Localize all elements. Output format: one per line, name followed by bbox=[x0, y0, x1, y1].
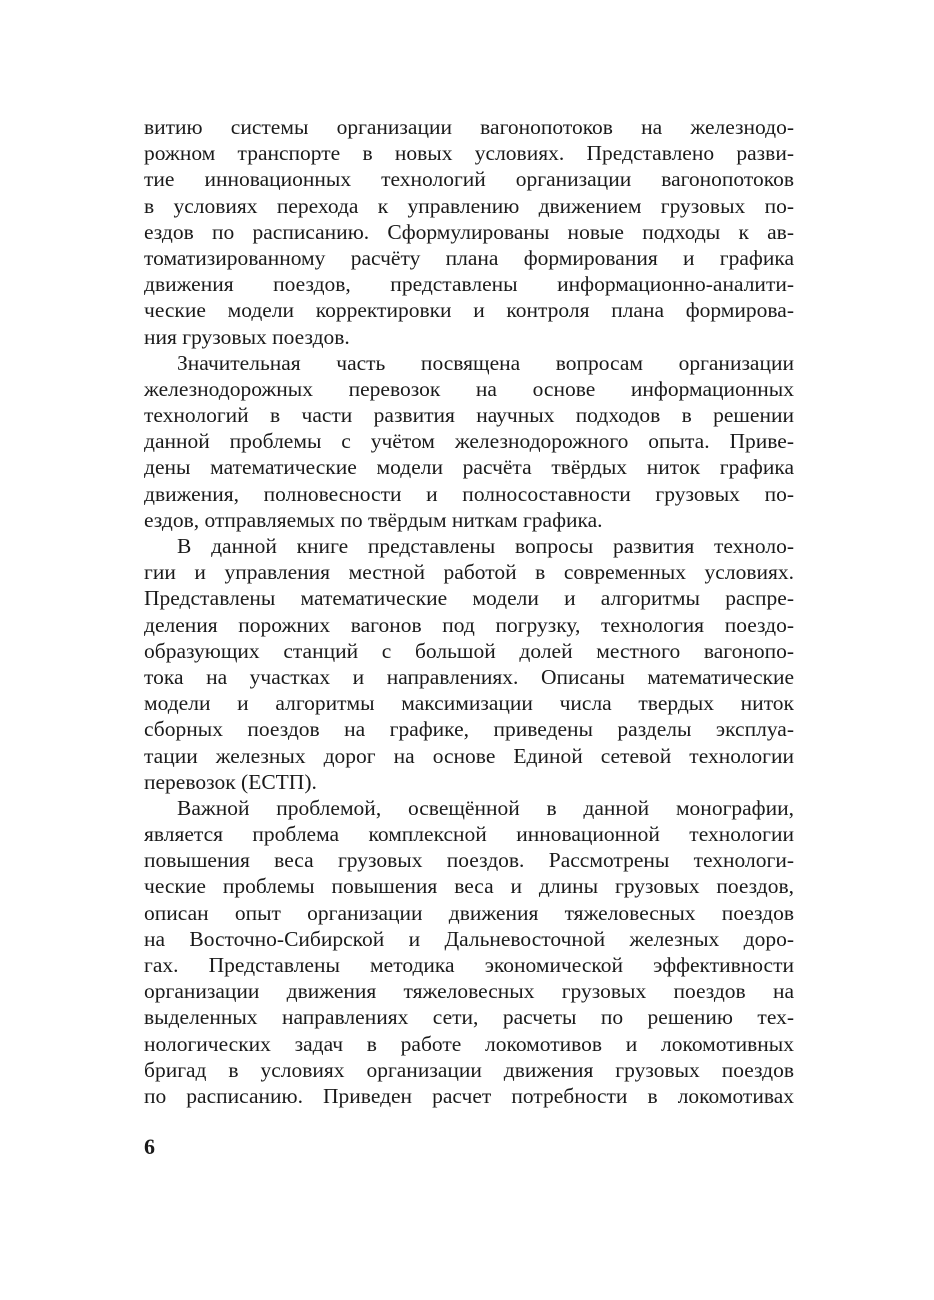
text-line: повышения веса грузовых поездов. Рассмотрены технологи- bbox=[144, 848, 794, 873]
text-line: В данной книге представлены вопросы развития техноло- bbox=[177, 534, 794, 558]
page-body bbox=[144, 114, 794, 1109]
text-line: образующих станций с большой долей местного вагонопо- bbox=[144, 638, 794, 663]
text-line: является проблема комплексной инновационной технологии bbox=[144, 822, 794, 847]
text-line: в условиях перехода к управлению движением грузовых по- bbox=[144, 193, 794, 218]
text-line: движения поездов, представлены информационно-аналити- bbox=[144, 272, 794, 297]
text-line: железнодорожных перевозок на основе информационных bbox=[144, 376, 794, 401]
text-line: описан опыт организации движения тяжеловесных поездов bbox=[144, 900, 794, 925]
text-line: рожном транспорте в новых условиях. Представлено разви- bbox=[144, 141, 794, 166]
text-line: на Восточно-Сибирской и Дальневосточной железных доро- bbox=[144, 926, 794, 951]
text-line: гах. Представлены методика экономической эффективности bbox=[144, 953, 794, 977]
text-line: витию системы организации вагонопотоков на железнодо- bbox=[144, 115, 794, 139]
text-line: тации железных дорог на основе Единой сетевой технологии bbox=[144, 743, 794, 768]
text-line: Значительная часть посвящена вопросам организации bbox=[177, 350, 794, 375]
paragraph bbox=[144, 795, 794, 1109]
text-line: технологий в части развития научных подходов в решении bbox=[144, 403, 794, 428]
text-line: дены математические модели расчёта твёрдых ниток графика bbox=[144, 455, 794, 480]
text-line: ческие модели корректировки и контроля плана формирова- bbox=[144, 298, 794, 323]
text-line: движения, полновесности и полносоставности грузовых по- bbox=[144, 481, 794, 506]
text-line: выделенных направлениях сети, расчеты по решению тех- bbox=[144, 1005, 794, 1030]
text-line: томатизированному расчёту плана формирования и графика bbox=[144, 245, 794, 270]
text-line: данной проблемы с учётом железнодорожного опыта. Приве- bbox=[144, 429, 794, 454]
text-line: ездов, отправляемых по твёрдым ниткам графика. bbox=[144, 507, 603, 532]
text-line: деления порожних вагонов под погрузку, технология поездо- bbox=[144, 612, 794, 637]
text-line: по расписанию. Приведен расчет потребности в локомотивах bbox=[144, 1083, 794, 1108]
text-line: организации движения тяжеловесных грузовых поездов на bbox=[144, 979, 794, 1004]
text-line: бригад в условиях организации движения грузовых поездов bbox=[144, 1057, 794, 1082]
paragraph bbox=[144, 533, 794, 795]
text-line: тока на участках и направлениях. Описаны математические bbox=[144, 664, 794, 689]
paragraph bbox=[144, 350, 794, 533]
text-line: тие инновационных технологий организации вагонопотоков bbox=[144, 167, 794, 192]
text-line: Важной проблемой, освещённой в данной монографии, bbox=[177, 795, 794, 820]
text-line: модели и алгоритмы максимизации числа твердых ниток bbox=[144, 691, 794, 716]
text-line: ния грузовых поездов. bbox=[144, 324, 350, 349]
text-line: нологических задач в работе локомотивов и локомотивных bbox=[144, 1031, 794, 1056]
text-line: Представлены математические модели и алгоритмы распре- bbox=[144, 586, 794, 611]
text-line: ческие проблемы повышения веса и длины грузовых поездов, bbox=[144, 874, 794, 899]
text-line: перевозок (ЕСТП). bbox=[144, 769, 317, 794]
text-line: сборных поездов на графике, приведены разделы эксплуа- bbox=[144, 717, 794, 742]
page-number: 6 bbox=[144, 1134, 155, 1159]
text-line: ездов по расписанию. Сформулированы новые подходы к ав- bbox=[144, 219, 794, 244]
text-line: гии и управления местной работой в современных условиях. bbox=[144, 560, 794, 585]
paragraph bbox=[144, 114, 794, 350]
